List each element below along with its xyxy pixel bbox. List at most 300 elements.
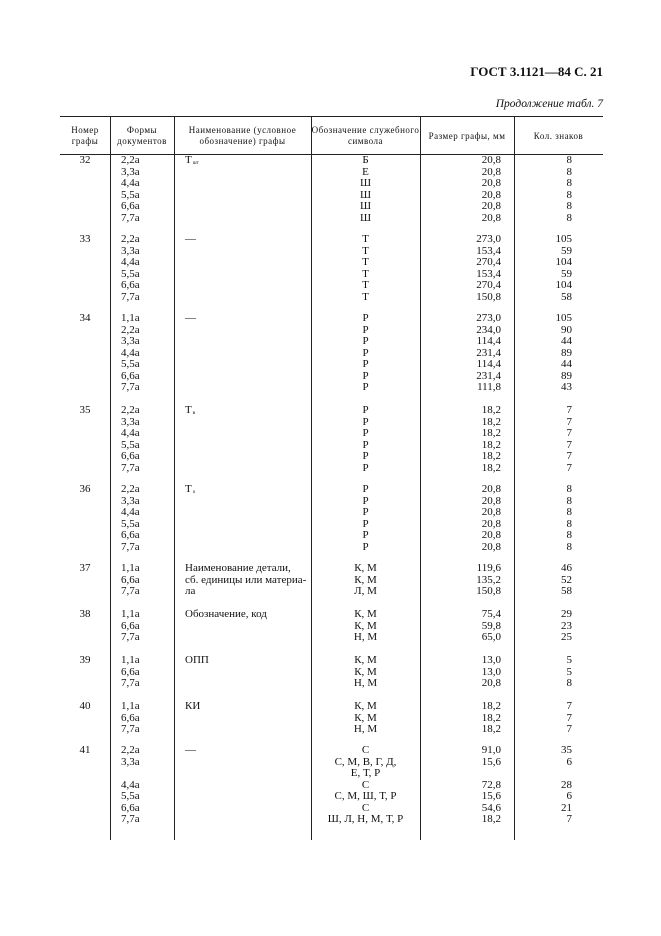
form-code: 4,4а <box>121 427 140 439</box>
row-number <box>60 313 110 325</box>
column-size: 13,0 <box>481 654 501 666</box>
form-code: 6,6а <box>121 529 140 541</box>
char-count: 8 <box>566 677 572 689</box>
row-number-value: 39 <box>79 654 91 666</box>
row-number <box>60 745 110 757</box>
row-number-value: 32 <box>79 154 91 166</box>
forms-cell <box>110 745 174 826</box>
symbol-cell <box>311 701 420 736</box>
column-size: 135,2 <box>476 573 501 586</box>
char-count: 59 <box>561 267 572 280</box>
column-size: 20,8 <box>481 177 501 189</box>
form-code: 7,7а <box>121 540 140 553</box>
size-cell <box>420 609 514 644</box>
name-subscript: в <box>192 411 196 416</box>
row-number <box>60 405 110 417</box>
service-symbol: Р <box>362 427 369 439</box>
column-size: 20,8 <box>481 188 501 201</box>
forms-cell <box>110 609 174 644</box>
column-size: 114,4 <box>476 335 501 347</box>
column-size: 20,8 <box>481 200 501 212</box>
char-count: 46 <box>561 562 572 574</box>
name-cell <box>174 484 311 496</box>
forms-cell <box>110 155 174 224</box>
form-code: 3,3а <box>121 494 140 507</box>
char-count: 5 <box>566 654 572 666</box>
service-symbol: Р <box>362 323 369 336</box>
service-symbol: Р <box>362 346 369 359</box>
char-count: 5 <box>566 665 572 678</box>
form-code: 6,6а <box>121 665 140 678</box>
service-symbol: С, М, В, Г, Д, <box>334 755 397 768</box>
column-size: 20,8 <box>481 540 501 553</box>
service-symbol: Ш, Л, Н, М, Т, Р <box>327 813 404 825</box>
column-size: 18,2 <box>481 711 501 724</box>
name-cell <box>174 701 311 713</box>
char-count: 59 <box>561 244 572 257</box>
column-size: 20,8 <box>481 211 501 224</box>
forms-cell <box>110 701 174 736</box>
service-symbol: Ш <box>359 211 372 224</box>
service-symbol: Р <box>362 540 369 553</box>
char-count: 7 <box>566 415 572 428</box>
form-code: 2,2а <box>121 233 140 245</box>
column-size: 18,2 <box>481 723 501 735</box>
service-symbol: С <box>361 778 370 791</box>
name-text <box>185 155 311 167</box>
form-code: 7,7а <box>121 585 140 597</box>
count-cell <box>514 484 603 553</box>
service-symbol: К, М <box>354 619 377 632</box>
char-count: 58 <box>561 585 572 597</box>
column-header-name: Наименование (условное обозначение) графы <box>188 125 297 146</box>
char-count: 29 <box>561 608 572 620</box>
service-symbol: Р <box>362 369 369 382</box>
name-cell <box>174 563 311 598</box>
row-number-value: 33 <box>79 233 91 245</box>
form-code: 3,3а <box>121 755 140 768</box>
column-size: 150,8 <box>476 290 501 303</box>
service-symbol: Р <box>362 506 369 518</box>
form-code: 7,7а <box>121 211 140 224</box>
name-text <box>185 701 311 713</box>
column-size: 18,2 <box>481 438 501 451</box>
char-count: 28 <box>561 778 572 791</box>
column-size: 270,4 <box>476 279 501 291</box>
service-symbol: Т <box>362 279 369 291</box>
name-line: ла <box>185 585 196 597</box>
form-code: 4,4а <box>121 778 140 791</box>
table-continuation-label: Продолжение табл. 7 <box>495 98 603 110</box>
form-code: 2,2а <box>121 154 140 166</box>
char-count: 8 <box>566 188 572 201</box>
symbol-cell <box>311 155 420 224</box>
column-size: 231,4 <box>476 346 501 359</box>
column-header-size: Размер графы, мм <box>428 130 506 141</box>
column-size: 72,8 <box>481 778 501 791</box>
form-code: 5,5а <box>121 438 140 451</box>
size-cell <box>420 655 514 690</box>
name-line: сб. единицы или материа- <box>185 573 307 586</box>
row-number-value: 40 <box>79 700 91 712</box>
name-cell <box>174 155 311 167</box>
name-text <box>185 484 311 496</box>
char-count: 8 <box>566 529 572 541</box>
page-header: ГОСТ 3.1121—84 С. 21 <box>470 64 603 79</box>
count-cell <box>514 609 603 644</box>
form-code: 7,7а <box>121 631 140 643</box>
column-size: 20,8 <box>481 677 501 689</box>
char-count: 6 <box>566 755 572 768</box>
column-size: 65,0 <box>481 631 501 643</box>
row-number-value: 34 <box>79 312 91 324</box>
column-header-symbol: Обозначение служебного символа <box>311 125 420 146</box>
symbol-cell <box>311 609 420 644</box>
char-count: 52 <box>561 573 572 586</box>
row-number-value: 41 <box>79 744 91 756</box>
size-cell <box>420 701 514 736</box>
form-code: 6,6а <box>121 801 140 814</box>
column-size: 119,6 <box>476 562 501 574</box>
column-size: 18,2 <box>481 813 501 825</box>
service-symbol: Р <box>362 450 369 462</box>
service-symbol: Л, М <box>354 585 377 597</box>
form-code: 2,2а <box>121 483 140 495</box>
row-number-value: 36 <box>79 483 91 495</box>
form-code: 7,7а <box>121 381 140 393</box>
service-symbol: Р <box>362 335 369 347</box>
form-code: 6,6а <box>121 200 140 212</box>
row-number <box>60 484 110 496</box>
form-code: 1,1а <box>121 312 140 324</box>
name-cell <box>174 745 311 757</box>
service-symbol: Р <box>362 312 369 324</box>
service-symbol: Б <box>362 154 369 166</box>
form-code: 4,4а <box>121 346 140 359</box>
form-code: 6,6а <box>121 573 140 586</box>
service-symbol: Е <box>362 165 369 178</box>
service-symbol: Ш <box>359 200 372 212</box>
service-symbol: Р <box>362 529 369 541</box>
form-code: 3,3а <box>121 415 140 428</box>
form-code: 1,1а <box>121 608 140 620</box>
forms-cell <box>110 484 174 553</box>
service-symbol: Т <box>362 244 369 257</box>
symbol-cell <box>311 745 420 826</box>
service-symbol: К, М <box>354 665 377 678</box>
char-count: 104 <box>555 256 572 268</box>
row-number <box>60 155 110 167</box>
char-count: 7 <box>566 450 572 462</box>
form-code: 7,7а <box>121 677 140 689</box>
service-symbol: Р <box>362 415 369 428</box>
column-size <box>420 768 501 780</box>
char-count: 90 <box>561 323 572 336</box>
char-count: 8 <box>566 211 572 224</box>
name-main: — <box>185 233 196 245</box>
char-count: 44 <box>561 358 572 370</box>
form-code: 4,4а <box>121 177 140 189</box>
row-number-value: 38 <box>79 608 91 620</box>
service-symbol: Ш <box>359 188 372 201</box>
name-main: ОПП <box>185 654 209 666</box>
column-size: 234,0 <box>476 323 501 336</box>
service-symbol: Р <box>362 483 369 495</box>
column-size: 15,6 <box>481 790 501 802</box>
char-count: 7 <box>566 404 572 416</box>
column-size: 111,8 <box>477 381 501 393</box>
service-symbol: Т <box>362 290 369 303</box>
symbol-cell <box>311 484 420 553</box>
name-cell <box>174 234 311 246</box>
char-count: 7 <box>566 813 572 825</box>
name-text <box>185 655 311 667</box>
name-text <box>185 405 311 417</box>
count-cell <box>514 655 603 690</box>
char-count: 35 <box>561 744 572 756</box>
char-count: 7 <box>566 700 572 712</box>
service-symbol: К, М <box>354 654 377 666</box>
char-count: 23 <box>561 619 572 632</box>
row-number-value: 37 <box>79 562 91 574</box>
service-symbol: Т <box>362 267 369 280</box>
column-size: 18,2 <box>481 450 501 462</box>
form-code: 6,6а <box>121 711 140 724</box>
column-size: 18,2 <box>481 461 501 474</box>
size-cell <box>420 155 514 224</box>
service-symbol: С <box>361 744 370 756</box>
service-symbol: Р <box>362 494 369 507</box>
form-code: 6,6а <box>121 369 140 382</box>
char-count: 105 <box>555 233 572 245</box>
form-code: 7,7а <box>121 290 140 303</box>
column-size: 20,8 <box>481 494 501 507</box>
name-main: Обозначение, код <box>185 608 267 620</box>
size-cell <box>420 745 514 826</box>
count-cell <box>514 405 603 474</box>
form-code: 3,3а <box>121 165 140 178</box>
symbol-cell <box>311 563 420 598</box>
column-size: 20,8 <box>481 165 501 178</box>
form-code: 4,4а <box>121 506 140 518</box>
data-table <box>60 116 603 840</box>
column-size: 18,2 <box>481 700 501 712</box>
column-size: 231,4 <box>476 369 501 382</box>
form-code: 5,5а <box>121 267 140 280</box>
service-symbol: Р <box>362 381 369 393</box>
form-code: 1,1а <box>121 562 140 574</box>
char-count <box>514 768 572 780</box>
column-size: 13,0 <box>481 665 501 678</box>
name-cell <box>174 313 311 325</box>
char-count: 58 <box>561 290 572 303</box>
row-number <box>60 234 110 246</box>
column-size: 20,8 <box>481 517 501 530</box>
column-size: 153,4 <box>476 244 501 257</box>
column-size: 273,0 <box>476 233 501 245</box>
char-count: 104 <box>555 279 572 291</box>
service-symbol: С <box>361 801 370 814</box>
form-code: 6,6а <box>121 450 140 462</box>
char-count: 7 <box>566 711 572 724</box>
service-symbol: Р <box>362 358 369 370</box>
form-code <box>121 768 174 780</box>
form-code: 7,7а <box>121 723 140 735</box>
char-count: 8 <box>566 540 572 553</box>
service-symbol: К, М <box>354 700 377 712</box>
form-code: 5,5а <box>121 188 140 201</box>
column-size: 15,6 <box>481 755 501 768</box>
service-symbol: К, М <box>354 608 377 620</box>
form-code: 4,4а <box>121 256 140 268</box>
char-count: 44 <box>561 335 572 347</box>
column-size: 18,2 <box>481 415 501 428</box>
service-symbol: Н, М <box>353 723 378 735</box>
name-main: КИ <box>185 700 201 712</box>
char-count: 21 <box>561 801 572 814</box>
char-count: 8 <box>566 483 572 495</box>
row-number <box>60 655 110 667</box>
char-count: 25 <box>561 631 572 643</box>
forms-cell <box>110 313 174 394</box>
column-size: 20,8 <box>481 506 501 518</box>
name-text <box>185 745 311 757</box>
table-top-border <box>60 116 603 117</box>
char-count: 8 <box>566 200 572 212</box>
name-main: Т <box>185 154 192 166</box>
name-line: Наименование детали, <box>185 562 291 574</box>
char-count: 8 <box>566 177 572 189</box>
name-main: — <box>185 744 196 756</box>
char-count: 89 <box>561 369 572 382</box>
column-size: 18,2 <box>481 404 501 416</box>
count-cell <box>514 563 603 598</box>
char-count: 8 <box>566 165 572 178</box>
form-code: 6,6а <box>121 619 140 632</box>
char-count: 105 <box>555 312 572 324</box>
form-code: 2,2а <box>121 404 140 416</box>
name-main: Т <box>185 483 192 495</box>
char-count: 7 <box>566 461 572 474</box>
service-symbol: Н, М <box>353 677 378 689</box>
form-code: 2,2а <box>121 323 140 336</box>
size-cell <box>420 313 514 394</box>
row-number <box>60 701 110 713</box>
name-cell <box>174 609 311 621</box>
char-count: 7 <box>566 427 572 439</box>
service-symbol: Т <box>362 256 369 268</box>
column-size: 59,8 <box>481 619 501 632</box>
column-size: 54,6 <box>481 801 501 814</box>
column-size: 18,2 <box>481 427 501 439</box>
service-symbol: Р <box>362 517 369 530</box>
row-number <box>60 609 110 621</box>
forms-cell <box>110 563 174 598</box>
char-count: 6 <box>566 790 572 802</box>
column-size: 75,4 <box>481 608 501 620</box>
form-code: 5,5а <box>121 517 140 530</box>
char-count: 8 <box>566 154 572 166</box>
forms-cell <box>110 405 174 474</box>
count-cell <box>514 701 603 736</box>
column-size: 91,0 <box>481 744 501 756</box>
name-main: Т <box>185 404 192 416</box>
forms-cell <box>110 655 174 690</box>
service-symbol: Н, М <box>353 631 378 643</box>
service-symbol: Р <box>362 404 369 416</box>
service-symbol: Ш <box>359 177 372 189</box>
name-main: — <box>185 312 196 324</box>
row-number-value: 35 <box>79 404 91 416</box>
column-size: 20,8 <box>481 483 501 495</box>
forms-cell <box>110 234 174 303</box>
form-code: 6,6а <box>121 279 140 291</box>
symbol-cell <box>311 655 420 690</box>
count-cell <box>514 155 603 224</box>
row-number <box>60 563 110 575</box>
symbol-cell <box>311 313 420 394</box>
size-cell <box>420 484 514 553</box>
column-size: 114,4 <box>476 358 501 370</box>
service-symbol: К, М <box>354 711 377 724</box>
char-count: 89 <box>561 346 572 359</box>
name-cell <box>174 405 311 417</box>
service-symbol: С, М, Ш, Т, Р <box>334 790 397 802</box>
char-count: 43 <box>561 381 572 393</box>
column-header-forms: Формы документов <box>117 125 167 146</box>
char-count: 7 <box>566 723 572 735</box>
service-symbol: К, М <box>354 573 377 586</box>
name-subscript: шт <box>192 161 199 166</box>
column-header-count: Кол. знаков <box>533 130 584 141</box>
symbol-cell <box>311 405 420 474</box>
name-text <box>185 313 311 325</box>
char-count: 8 <box>566 506 572 518</box>
form-code: 3,3а <box>121 335 140 347</box>
form-code: 5,5а <box>121 790 140 802</box>
column-size: 20,8 <box>481 529 501 541</box>
service-symbol: К, М <box>354 562 377 574</box>
count-cell <box>514 745 603 826</box>
char-count: 8 <box>566 517 572 530</box>
column-size: 20,8 <box>481 154 501 166</box>
column-size: 273,0 <box>476 312 501 324</box>
column-size: 270,4 <box>476 256 501 268</box>
size-cell <box>420 563 514 598</box>
form-code: 1,1а <box>121 654 140 666</box>
service-symbol: Т <box>362 233 369 245</box>
name-text <box>185 609 311 621</box>
column-size: 153,4 <box>476 267 501 280</box>
service-symbol: Р <box>362 438 369 451</box>
form-code: 1,1а <box>121 700 140 712</box>
service-symbol: Р <box>362 461 369 474</box>
column-size: 150,8 <box>476 585 501 597</box>
column-header-number: Номер графы <box>71 125 99 146</box>
char-count: 7 <box>566 438 572 451</box>
size-cell <box>420 405 514 474</box>
name-subscript: о <box>192 490 196 495</box>
count-cell <box>514 313 603 394</box>
form-code: 3,3а <box>121 244 140 257</box>
name-text <box>185 234 311 246</box>
service-symbol: Е, Т, Р <box>350 767 381 779</box>
form-code: 7,7а <box>121 461 140 474</box>
form-code: 2,2а <box>121 744 140 756</box>
symbol-cell <box>311 234 420 303</box>
char-count: 8 <box>566 494 572 507</box>
column-divider <box>174 116 175 840</box>
